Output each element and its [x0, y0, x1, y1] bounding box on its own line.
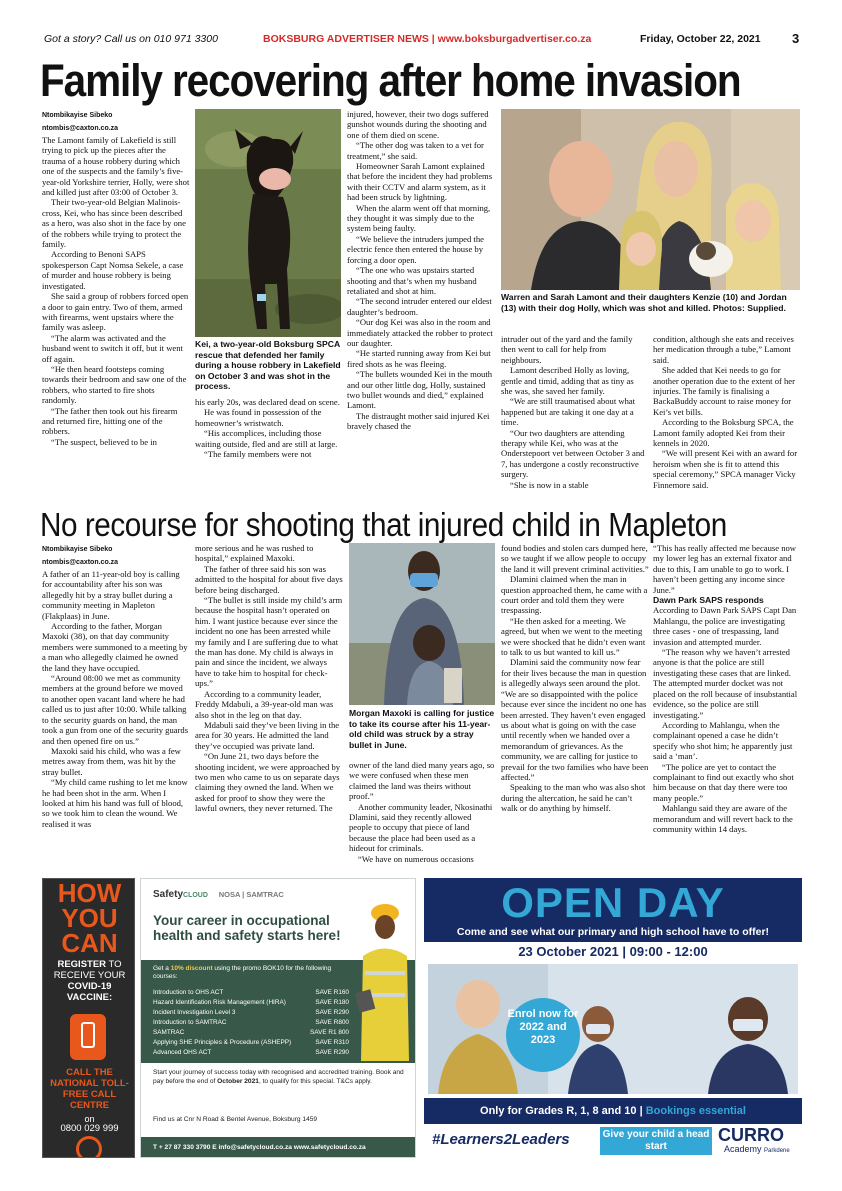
paragraph: “Our two daughters are attending therapy while Kei, who was at the Onderstepoort vet between October 3 and 7, has undergone a costly reconstructive surgery. — [501, 427, 645, 480]
paragraph: “We have on numerous occasions — [358, 853, 474, 864]
article2-column-3 — [349, 760, 495, 873]
paragraph: The distraught mother said injured Kei bravely chased the — [347, 410, 490, 432]
covid-you: YOU — [61, 903, 118, 933]
paragraph: According to Dawn Park SAPS Capt Dan Mahlangu, the police are investigating three cases - one of trespassing, land invasion and attempted murder. — [653, 605, 797, 647]
covid-on: on — [84, 1114, 95, 1124]
safety-course-row — [153, 998, 363, 1008]
article2-column-1 — [42, 543, 190, 873]
course-saving: SAVE R290 — [315, 1049, 349, 1056]
course-saving: SAVE R310 — [315, 1039, 349, 1046]
paragraph: “This has really affected me because now my lower leg has an external fixator and due to this, I am unable to go to work. I haven’t been getting any income since June.” — [653, 543, 797, 595]
ad-safetycloud[interactable] — [140, 878, 416, 1158]
course-name: Advanced OHS ACT — [153, 1049, 212, 1056]
article1-column-2 — [195, 397, 341, 514]
paragraph: “Around 08:00 we met as community members at the ground before we moved to another open vacant land where he had called us to just after 10:00. While talking to the security guards on hand, the man took a gun from one of the security guards and then opened fire on us.” — [42, 673, 189, 746]
covid-vaccine: VACCINE: — [66, 992, 113, 1003]
article1-column-5 — [653, 334, 801, 514]
safety-body-pre: Start your journey of success today with recognised and accredited training. Book and pay before the end of — [153, 1069, 404, 1085]
byline-email: ntombis@caxton.co.za — [42, 559, 119, 566]
byline-author: Ntombikayise Sibeko — [42, 546, 113, 553]
covid-can: CAN — [61, 928, 118, 958]
paragraph: Mdabuli said they’ve been living in the area for 30 years. He admitted the land they’ve occupied was private land. — [195, 719, 340, 751]
caption-maxoki: Morgan Maxoki is calling for justice to take its course after his 11-year-old child was struck by a stray bullet in June. — [349, 708, 495, 750]
paragraph: “The other dog was taken to a vet for treatment,” she said. — [347, 140, 484, 161]
subheading-dawn-park: Dawn Park SAPS responds — [653, 595, 764, 606]
paragraph: owner of the land died many years ago, so we were confused when these men claimed the land was theirs without proof.” — [349, 760, 495, 802]
curro-grades: Only for Grades R, 1, 8 and 10 | — [480, 1105, 646, 1117]
course-saving: SAVE R800 — [315, 1019, 349, 1026]
paragraph: “Our dog Kei was also in the room and immediately attacked the robber to protect our daughter. — [347, 317, 493, 348]
course-name: Incident Investigation Level 3 — [153, 1009, 236, 1016]
paragraph: Maxoki said his child, who was a few metres away from them, was hit by the stray bullet. — [42, 745, 181, 777]
headline-no-recourse: No recourse for shooting that injured child in Mapleton — [40, 506, 727, 543]
curro-brand: CURRO — [718, 1125, 784, 1145]
paragraph: She said a group of robbers forced open a door to gain entry. Two of them, armed with firearms, went upstairs where the family was asleep. — [42, 291, 189, 333]
safety-discount-pre: Get a — [153, 965, 171, 972]
ad-covid-vaccine[interactable] — [42, 878, 135, 1158]
course-saving: SAVE R180 — [315, 999, 349, 1006]
paragraph: “My child came rushing to let me know he had been shot in the arm. When I looked at him his hand was full of blood, so we took him to clean the wound. We realised it was — [42, 777, 188, 829]
paragraph: “The family members were not — [204, 449, 312, 460]
paragraph: “The bullet is still inside my child’s arm because the hospital hasn’t operated on him. I want justice because ever since the incident no one has been arrested while my family and I are suffering due to what the man has done. My child is always in pain and since the incident, we always have to take him to hospital for check-ups.” — [195, 595, 343, 689]
paragraph: Another community leader, Nkosinathi Dlamini, said they recently allowed people to occupy that piece of land because the place had been used as a hideout for criminals. — [349, 801, 493, 854]
paragraph: “He then heard footsteps coming towards their bedroom and saw one of the robbers, who started to fire shots randomly. — [42, 363, 187, 406]
paragraph: his early 20s, was declared dead on scene. — [195, 397, 340, 407]
course-name: Introduction to SAMTRAC — [153, 1019, 227, 1026]
paragraph: “The one who was upstairs started shooting and that’s when my husband retaliated and shot at him. — [347, 265, 477, 296]
paragraph: “He started running away from Kei but fired shots as he was fleeing. — [347, 348, 491, 369]
curro-title: OPEN DAY — [501, 879, 725, 926]
course-saving: SAVE R160 — [315, 989, 349, 996]
safety-discount-post: using the promo BOK10 for the following courses: — [153, 965, 332, 980]
curro-learners-photo — [428, 964, 798, 1094]
covid-phone-number[interactable]: 0800 029 999 — [60, 1123, 119, 1134]
curro-hashtag: #Learners2Leaders — [432, 1131, 570, 1148]
photo-lamont-family — [501, 109, 800, 290]
paragraph: According to a community leader, Freddy Mdabuli, a 39-year-old man was also shot in the leg on that day. — [195, 688, 334, 720]
paragraph: “The alarm was activated and the husband went to switch it off, but it went off again. — [42, 332, 183, 364]
paragraph: According to the father, Morgan Maxoki (38), on that day community members were summoned to a meeting by a man who allegedly claimed he owned the land they have occupied. — [42, 621, 188, 673]
curro-campus: Parkdene — [764, 1148, 790, 1154]
safety-brand-b: CLOUD — [183, 892, 208, 899]
paragraph: Dlamini claimed when the man in question approached them, he came with a court order and told them they were trespassing. — [501, 574, 648, 616]
paragraph: “He then asked for a meeting. We agreed, but when we went to the meeting we were shocked that he didn’t even want to talk to us but wanted to kill us.” — [501, 615, 646, 658]
paragraph: Lamont described Holly as loving, gentle and timid, adding that as tiny as she was, she saved her family. — [501, 365, 634, 397]
covid-how: HOW — [57, 878, 122, 908]
page-number: 3 — [792, 31, 800, 46]
paragraph: “The suspect, believed to be in — [51, 436, 157, 447]
paragraph: “We will present Kei with an award for heroism when she is fit to attend this special ceremony,” SPCA manager Vicky Finnemore said. — [653, 448, 798, 490]
paragraph: “The second intruder entered our eldest daughter’s bedroom. — [347, 296, 492, 317]
covid-call-centre: CALL THE NATIONAL TOLL-FREE CALL CENTRE — [50, 1067, 129, 1111]
course-name: SAMTRAC — [153, 1029, 185, 1036]
safety-body-bold: October 2021 — [217, 1077, 259, 1085]
phone-icon — [70, 1014, 106, 1060]
safety-course-row — [153, 1048, 363, 1058]
curro-head-start: Give your child a head start — [600, 1127, 712, 1155]
paragraph: “We believe the intruders jumped the electric fence then entered the house by forcing a door open. — [347, 233, 484, 265]
curro-enrol-badge: Enrol now for 2022 and 2023 — [506, 998, 580, 1072]
paragraph: “On June 21, two days before the shooting incident, we were approached by two men who came to us on separate days claiming they owned the land. When we asked for proof to show they were the lawful owners, they never returned. The — [195, 751, 341, 814]
course-name: Hazard Identification Risk Management (HIRA) — [153, 999, 286, 1006]
paragraph: The Lamont family of Lakefield is still trying to pick up the pieces after the trauma of a house robbery during which one of the suspects and the family’s five-year-old Yorkshire terrier, Holly, were shot and killed just after 03:00 of October 3. — [42, 135, 190, 198]
covid-register: REGISTER — [57, 959, 107, 970]
paragraph: The father of three said his son was admitted to the hospital for about five days before being discharged. — [195, 563, 343, 595]
story-line: Got a story? Call us on 010 971 3300 — [44, 33, 218, 45]
safety-discount: 10% discount — [170, 965, 213, 972]
paragraph: Mahlangu said they are aware of the memorandum and will revert back to the community within 14 days. — [653, 803, 793, 834]
article2-column-2 — [195, 543, 343, 873]
safety-course-row — [153, 1038, 363, 1048]
covid-receive: RECEIVE YOUR — [53, 970, 126, 981]
paragraph: According to Benoni SAPS spokesperson Capt Nomsa Sekele, a case of murder and house robbery is being investigated. — [42, 249, 184, 291]
photo-dog-kei — [195, 109, 341, 337]
safety-partners: NOSA | SAMTRAC — [218, 890, 284, 899]
paragraph: Dlamini said the community now fear for their lives because the man in question is allegedly always seen around the plot. “We are so disappointed with the police because ever since the incident no one has been arrested. They haven’t even engaged us about what is going on with the case until recently when we handed over a memorandum of grievances. As the community, we are calling for justice to prevail for the two families who have been affected.” — [501, 657, 649, 782]
article2-column-5 — [653, 543, 801, 873]
safety-brand-a: Safety — [153, 889, 184, 900]
paragraph: “His accomplices, including those waiting outside, fled and are still at large. — [195, 428, 338, 449]
paragraph: When the alarm went off that morning, they thought it was simply due to the system being faulty. — [347, 202, 491, 234]
ad-curro-open-day[interactable] — [424, 878, 802, 1158]
paragraph: more serious and he was rushed to hospital,” explained Maxoki. — [195, 543, 314, 564]
byline-email: ntombis@caxton.co.za — [42, 125, 119, 132]
paragraph: “The father then took out his firearm and returned fire, hitting one of the robbers. — [42, 405, 178, 437]
safety-worker-illustration — [355, 901, 415, 1061]
byline-author: Ntombikayise Sibeko — [42, 112, 113, 119]
safety-course-row — [153, 1028, 363, 1038]
curro-academy: Academy — [724, 1144, 762, 1154]
paragraph: “The bullets wounded Kei in the mouth and our other little dog, Holly, sustained two bullet wounds and died,” explained Lamont. — [347, 369, 493, 411]
curro-datetime: 23 October 2021 | 09:00 - 12:00 — [518, 944, 708, 959]
course-name: Applying SHE Principles & Procedure (ASHEPP) — [153, 1039, 292, 1046]
paragraph: Homeowner Sarah Lamont explained that before the incident they had problems with their CCTV and alarm system, as it had been struck by lightning. — [347, 161, 493, 203]
paragraph: injured, however, their two dogs suffered gunshot wounds during the shooting and one of them died on scene. — [347, 109, 489, 140]
caption-dog: Kei, a two-year-old Boksburg SPCA rescue that defended her family during a house robbery in Lakefield on October 3 and was shot in the process. — [195, 339, 341, 392]
safety-contact-bar[interactable]: T + 27 87 330 3790 E info@safetycloud.co.za www.safetycloud.co.za — [141, 1137, 416, 1158]
paragraph: found bodies and stolen cars dumped here, so we taught if we allow people to occupy the land it will prevent criminal activities.” — [501, 543, 649, 574]
paragraph: “The police are yet to contact the complainant to find out exactly who shot him because on that day there were too many people.” — [653, 761, 794, 803]
paragraph: “She is now in a stable — [510, 479, 589, 490]
caption-family: Warren and Sarah Lamont and their daughters Kenzie (10) and Jordan (13) with their dog Holly, which was shot and killed. Photos: Supplied. — [501, 292, 787, 313]
paragraph: Their two-year-old Belgian Malinois-cross, Kei, who has since been described as a hero, was also shot in the face by one of the robbers while trying to protect the family. — [42, 197, 186, 250]
safety-headline: Your career in occupational health and safety starts here! — [153, 913, 341, 943]
safety-course-row — [153, 988, 363, 998]
safety-course-row — [153, 1018, 363, 1028]
safety-body-post: , to qualify for this special. T&Cs apply. — [258, 1077, 372, 1085]
curro-bookings: Bookings essential — [645, 1105, 746, 1117]
headline-family-recovering: Family recovering after home invasion — [40, 55, 741, 106]
covid-name: COVID-19 — [67, 981, 112, 992]
covid-to: TO — [106, 959, 122, 970]
paragraph: intruder out of the yard and the family then went to call for help from neighbours. — [501, 334, 633, 365]
article1-column-1 — [42, 109, 190, 514]
article2-column-4 — [501, 543, 649, 873]
safety-course-list — [153, 988, 363, 1058]
course-saving: SAVE R1 800 — [310, 1029, 349, 1036]
coat-of-arms-icon — [76, 1136, 102, 1158]
curro-subtitle: Come and see what our primary and high school have to offer! — [456, 926, 770, 938]
paragraph: Speaking to the man who was also shot during the altercation, he said he can’t walk or do anything by himself. — [501, 782, 646, 814]
paragraph: A father of an 11-year-old boy is calling for accountability after his son was allegedly hit by a stray bullet during a community meeting in Mapleton (Flakplaas) in June. — [42, 569, 180, 621]
paragraph: “The reason why we haven’t arrested anyone is that the police are still investigating these cases that are linked. The attempted murder docket was not placed on the roll because of insubstantial evidence, so the police are still investigating.” — [653, 647, 798, 720]
paragraph: condition, although she eats and receives her medication through a tube,” Lamont said. — [653, 334, 794, 365]
paragraph: According to the Boksburg SPCA, the Lamont family adopted Kei from their kennels in 2020. — [653, 417, 794, 449]
course-name: Introduction to OHS ACT — [153, 989, 224, 996]
article1-column-4 — [501, 334, 647, 514]
issue-date: Friday, October 22, 2021 — [640, 33, 761, 45]
safety-course-row — [153, 1008, 363, 1018]
paragraph: “We are still traumatised about what happened but are taking it one day at a time. — [501, 396, 636, 428]
paragraph: She added that Kei needs to go for another operation due to the extent of her injuries. The family is finalising a BackaBuddy account to raise money for Kei’s vet bills. — [653, 365, 795, 417]
course-saving: SAVE R290 — [315, 1009, 349, 1016]
paragraph: According to Mahlangu, when the complainant opened a case he didn’t specify who shot him; he apparently just said a ‘man’. — [653, 719, 793, 762]
paragraph: He was found in possession of the homeowner’s wristwatch. — [195, 407, 322, 428]
masthead: BOKSBURG ADVERTISER NEWS | www.boksburgadvertiser.co.za — [263, 33, 592, 45]
photo-morgan-maxoki — [349, 543, 495, 705]
safety-address: Find us at Cnr N Road & Bentel Avenue, Boksburg 1459 — [153, 1116, 318, 1123]
article1-column-3 — [347, 109, 495, 514]
